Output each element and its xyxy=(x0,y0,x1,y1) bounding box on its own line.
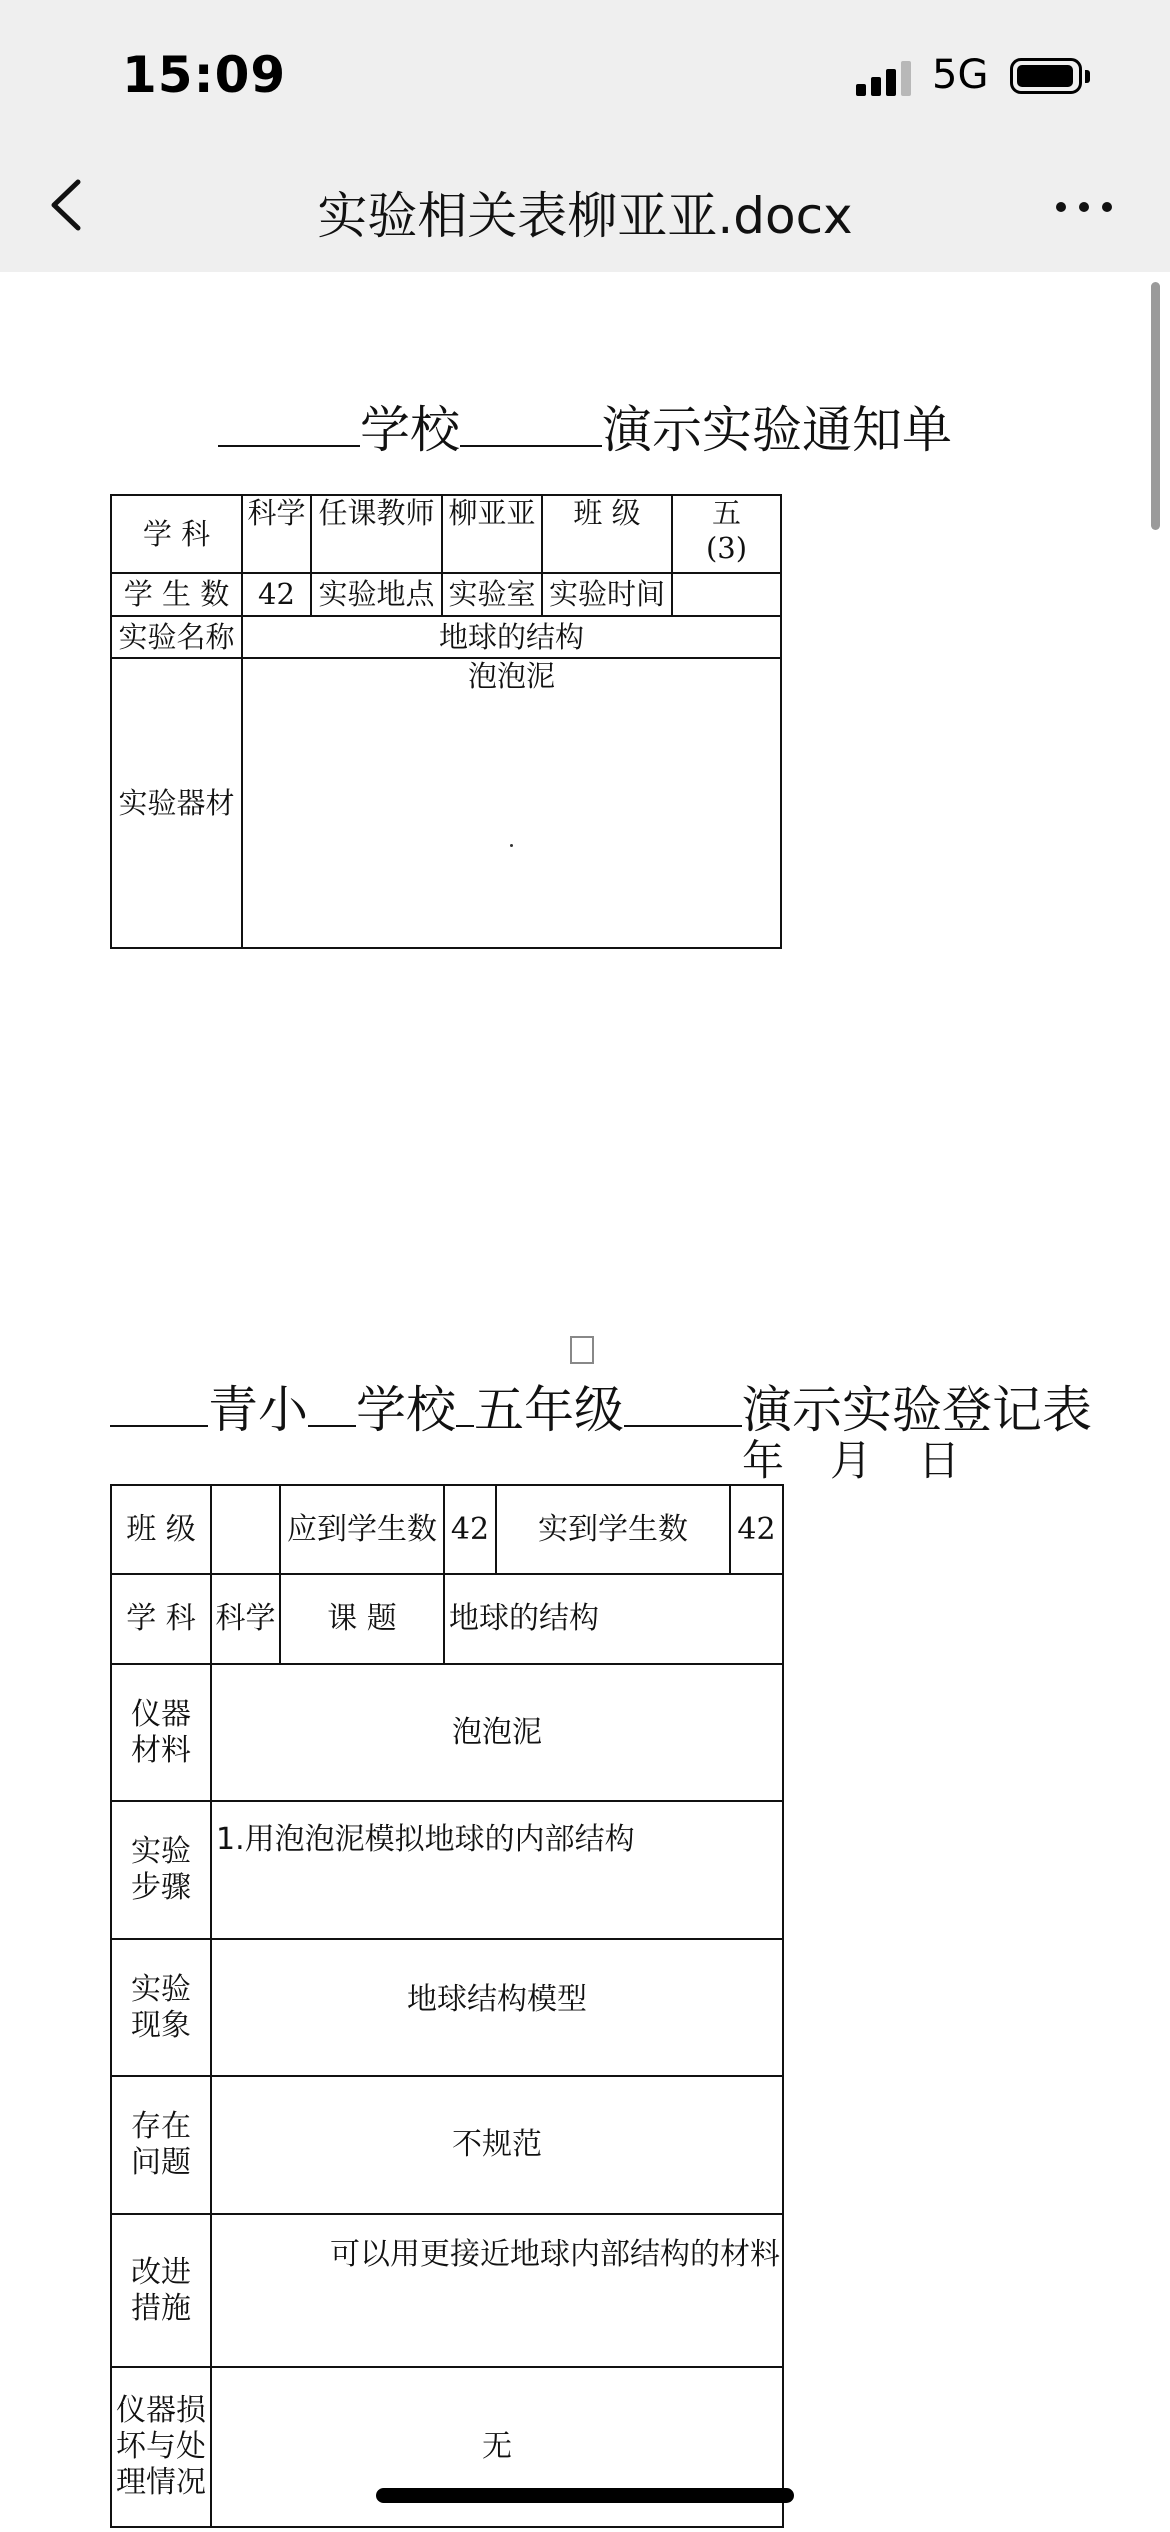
network-type-label: 5G xyxy=(932,52,989,98)
subject-label: 学 科 xyxy=(111,1574,211,1664)
document-title: 实验相关表柳亚亚.docx xyxy=(317,187,853,245)
teacher-label: 任课教师 xyxy=(311,495,442,573)
teacher-value: 柳亚亚 xyxy=(442,495,542,573)
topic-value: 地球的结构 xyxy=(444,1574,783,1664)
improvement-value: 可以用更接近地球内部结构的材料 xyxy=(211,2214,783,2367)
phenomenon-label: 实验 现象 xyxy=(111,1939,211,2076)
subject-value: 科学 xyxy=(211,1574,280,1664)
expected-students-label: 应到学生数 xyxy=(280,1485,444,1574)
actual-students-label: 实到学生数 xyxy=(496,1485,730,1574)
phenomenon-value: 地球结构模型 xyxy=(211,1939,783,2076)
subject-label: 学 科 xyxy=(111,495,242,573)
student-count-value: 42 xyxy=(242,573,311,616)
equipment-cell xyxy=(242,658,781,948)
placeholder-glyph xyxy=(570,1336,594,1364)
experiment-name-label: 实验名称 xyxy=(111,616,242,658)
time-label: 实验时间 xyxy=(542,573,672,616)
subject-value: 科学 xyxy=(242,495,311,573)
damage-value: 无 xyxy=(211,2367,783,2527)
notice-form-table xyxy=(110,494,782,949)
notice-form-title: 学校 演示实验通知单 xyxy=(60,390,1110,462)
battery-icon xyxy=(1010,58,1082,94)
chevron-left-icon xyxy=(40,170,96,240)
stray-dot xyxy=(510,844,513,847)
class-label: 班 级 xyxy=(542,495,672,573)
more-horizontal-icon xyxy=(1056,202,1066,212)
battery-tip xyxy=(1085,70,1090,83)
expected-students-value: 42 xyxy=(444,1485,496,1574)
location-label: 实验地点 xyxy=(311,573,442,616)
materials-label: 仪器 材料 xyxy=(111,1664,211,1801)
student-count-label: 学 生 数 xyxy=(111,573,242,616)
issues-value: 不规范 xyxy=(211,2076,783,2214)
top-bar xyxy=(0,0,1170,272)
more-button[interactable] xyxy=(1048,176,1120,236)
back-button[interactable] xyxy=(40,170,96,240)
home-indicator[interactable] xyxy=(376,2488,794,2503)
time-value xyxy=(672,573,781,616)
equipment-label: 实验器材 xyxy=(111,658,242,948)
record-form-title: 青小 学校 五年级 演示实验登记表 xyxy=(110,1370,1092,1442)
actual-students-value: 42 xyxy=(730,1485,783,1574)
record-form-table xyxy=(110,1484,784,2528)
record-date-line: 年 月 日 xyxy=(742,1436,963,1485)
class-label: 班 级 xyxy=(111,1485,211,1574)
damage-label: 仪器损 坏与处 理情况 xyxy=(111,2367,211,2527)
scrollbar[interactable] xyxy=(1151,282,1160,530)
issues-label: 存在 问题 xyxy=(111,2076,211,2214)
cellular-signal-icon xyxy=(856,60,914,96)
class-value: 五 (3) xyxy=(672,495,781,573)
equipment-value: 泡泡泥 xyxy=(467,659,555,693)
steps-value: 1.用泡泡泥模拟地球的内部结构 xyxy=(211,1801,783,1939)
experiment-name-value: 地球的结构 xyxy=(242,616,781,658)
class-value xyxy=(211,1485,280,1574)
location-value: 实验室 xyxy=(442,573,542,616)
improvement-label: 改进 措施 xyxy=(111,2214,211,2367)
materials-value: 泡泡泥 xyxy=(211,1664,783,1801)
topic-label: 课 题 xyxy=(280,1574,444,1664)
status-time: 15:09 xyxy=(122,46,287,104)
steps-label: 实验 步骤 xyxy=(111,1801,211,1939)
